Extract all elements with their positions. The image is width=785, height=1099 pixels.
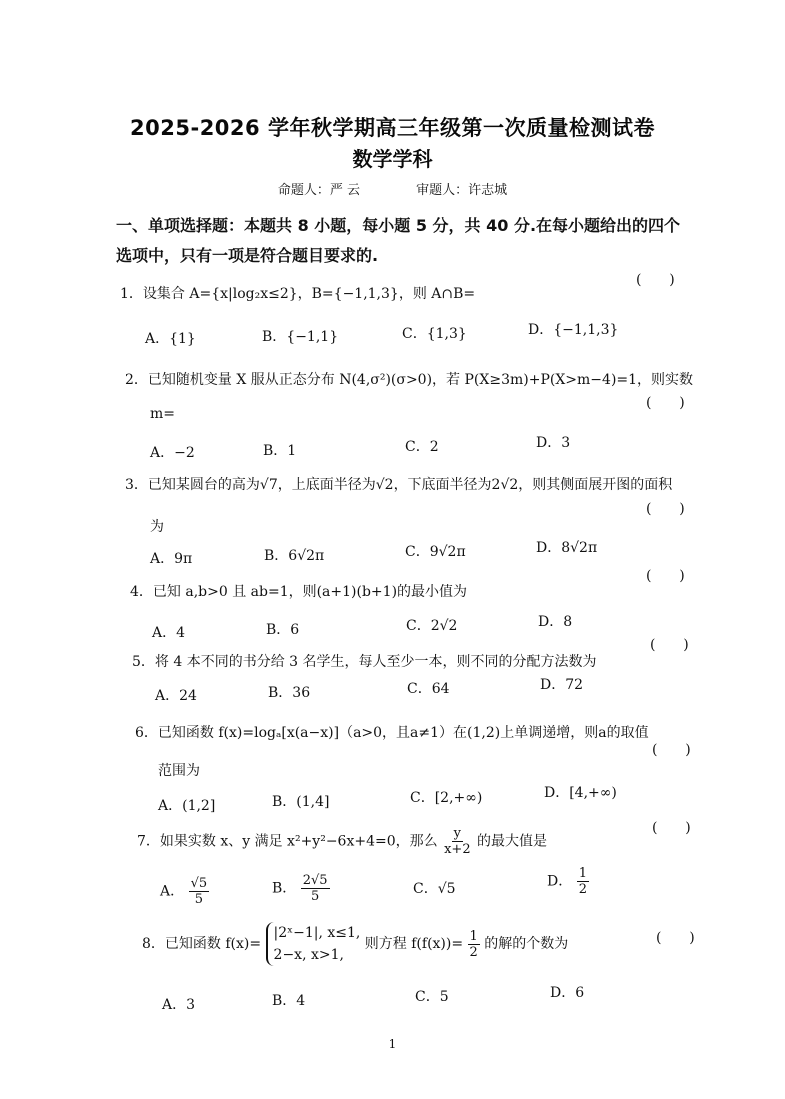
q5-option-b: B．36 (268, 685, 311, 701)
q1-option-c: C．{1,3} (402, 326, 467, 342)
answer-paren-4: ( ) (646, 568, 687, 584)
q6-option-c: C．[2,+∞) (410, 790, 483, 806)
subject-title: 数学学科 (352, 147, 433, 171)
q3-option-c: C．9√2π (405, 544, 466, 560)
q8-piece-1: |2ˣ−1|, x≤1, (273, 925, 361, 941)
answer-paren-3: ( ) (646, 501, 687, 517)
q8-fraction: $\frac{1}{2}$ (469, 928, 478, 960)
q5-option-d: D．72 (540, 677, 584, 693)
q3-option-d: D．8√2π (536, 540, 598, 556)
answer-paren-6: ( ) (652, 742, 693, 758)
q8-option-b: B．4 (272, 993, 306, 1009)
page-number: 1 (388, 1037, 397, 1051)
q7-option-b: B． $\frac{2√5}{5}$ (272, 873, 328, 904)
answer-paren-5: ( ) (650, 637, 691, 653)
answer-paren-1: ( ) (636, 272, 677, 288)
reviewer: 审题人：许志城 (416, 183, 508, 198)
q2-option-d: D．3 (536, 435, 571, 451)
question-6-stem: 6．已知函数 f(x)=logₐ[x(a−x)]（a>0，且a≠1）在(1,2)上单调递增，则a的取值 (135, 725, 649, 741)
q8-stem-post: 的解的个数为 (484, 936, 569, 952)
q8-option-d: D．6 (550, 985, 585, 1001)
q7-fraction-num: y (453, 826, 462, 841)
question-3-stem-cont: 为 (150, 519, 164, 535)
q2-option-b: B．1 (263, 443, 297, 459)
q1-option-d: D．{−1,1,3} (528, 322, 619, 338)
q4-option-d: D．8 (538, 614, 573, 630)
q8-stem-mid: 则方程 f(f(x))= (364, 936, 464, 952)
answer-paren-8: ( ) (656, 930, 697, 946)
q4-option-a: A．4 (152, 625, 186, 641)
q4-option-b: B．6 (266, 622, 300, 638)
q8-option-a: A．3 (162, 997, 196, 1013)
q4-option-c: C．2√2 (406, 618, 458, 634)
q8-piece-2: 2−x, x>1, (273, 947, 344, 963)
q7-option-c: C．√5 (413, 881, 456, 897)
question-2-stem-cont: m= (150, 406, 176, 422)
q7-option-b-frac: $\frac{2√5}{5}$ (302, 873, 328, 904)
q6-option-a: A．(1,2] (158, 798, 216, 814)
q8-option-c: C．5 (415, 989, 449, 1005)
q7-stem-pre: 7．如果实数 x、y 满足 x²+y²−6x+4=0，那么 (137, 833, 438, 850)
q7-fraction (442, 826, 473, 857)
q5-option-c: C．64 (407, 681, 450, 697)
setter: 命题人：严 云 (277, 183, 360, 198)
question-4-stem: 4．已知 a,b>0 且 ab=1，则(a+1)(b+1)的最小值为 (130, 584, 468, 600)
question-6-stem-cont: 范围为 (158, 763, 200, 779)
answer-paren-7: ( ) (652, 820, 693, 836)
q2-option-a: A．−2 (150, 445, 195, 461)
q8-piecewise (266, 922, 361, 966)
q3-option-a: A．9π (150, 551, 193, 567)
question-2-stem: 2．已知随机变量 X 服从正态分布 N(4,σ²)(σ>0)，若 P(X≥3m)+P(X>m−4)=1，则实数 (125, 372, 694, 388)
question-8-stem (142, 922, 568, 966)
q1-option-b: B．{−1,1} (262, 329, 339, 345)
section-heading: 一、单项选择题：本题共 8 小题，每小题 5 分，共 40 分.在每小题给出的四个选项中，只有一项是符合题目要求的. (116, 216, 681, 265)
question-5-stem: 5．将 4 本不同的书分给 3 名学生，每人至少一本，则不同的分配方法数为 (132, 654, 597, 670)
q1-option-a: A．{1} (145, 331, 196, 347)
question-3-stem: 3．已知某圆台的高为√7，上底面半径为√2，下底面半径为2√2，则其侧面展开图的面积 (125, 477, 673, 493)
q8-stem-pre: 8．已知函数 f(x)= (142, 936, 262, 952)
exam-title: 2025-2026 学年秋学期高三年级第一次质量检测试卷 (130, 116, 655, 140)
q7-option-a-frac: $\frac{√5}{5}$ (190, 876, 208, 907)
q7-stem-post: 的最大值是 (477, 833, 548, 850)
q5-option-a: A．24 (155, 688, 197, 704)
q7-option-d: D． $\frac{1}{2}$ (547, 866, 587, 897)
q7-option-a: A． $\frac{√5}{5}$ (160, 876, 208, 907)
q6-option-b: B．(1,4] (272, 794, 330, 810)
q7-option-d-frac: $\frac{1}{2}$ (578, 866, 587, 897)
q6-option-d: D．[4,+∞) (544, 785, 617, 801)
q7-fraction-den: x+2 (444, 842, 471, 857)
question-1-stem: 1．设集合 A={x|log₂x≤2}，B={−1,1,3}，则 A∩B= (120, 286, 476, 302)
answer-paren-2: ( ) (646, 395, 687, 411)
question-7-stem (137, 826, 547, 857)
authors-line (0, 179, 785, 198)
q3-option-b: B．6√2π (264, 548, 325, 564)
q2-option-c: C．2 (405, 439, 439, 455)
